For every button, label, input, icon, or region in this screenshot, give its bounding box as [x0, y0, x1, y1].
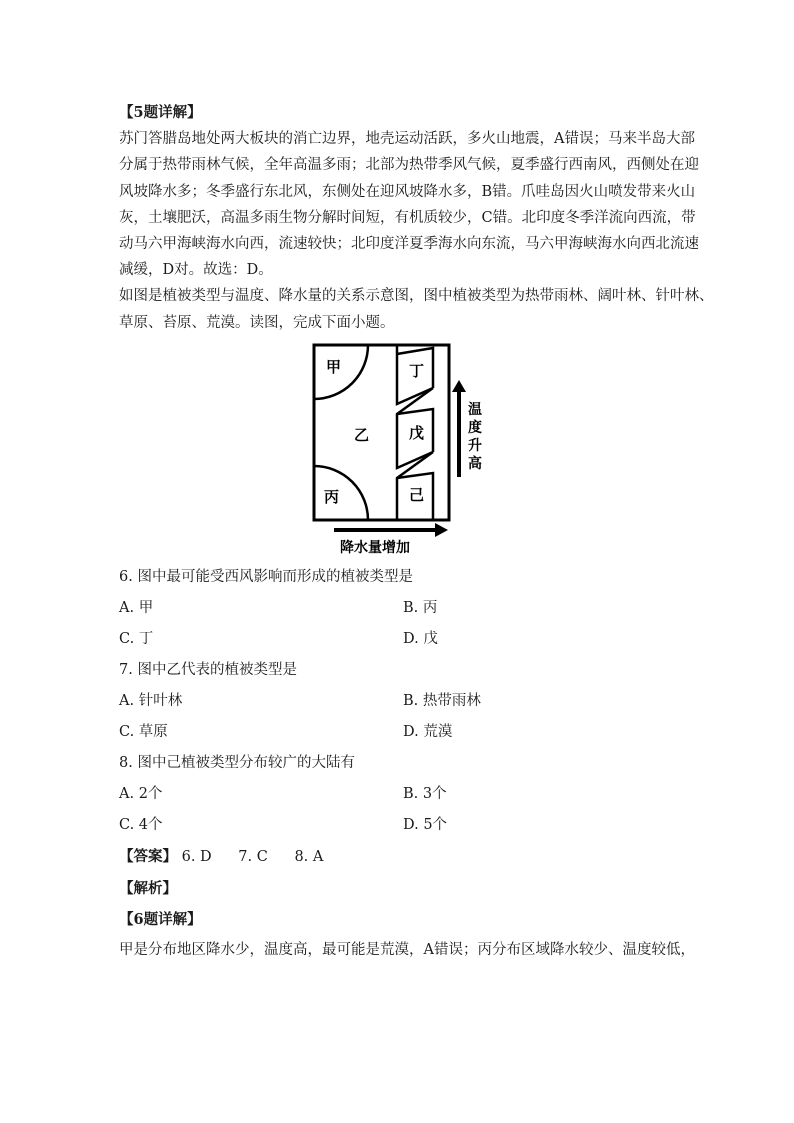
section5-line-5: 动马六甲海峡海水向西，流速较快；北印度洋夏季海水向东流，马六甲海峡海水向西北流速 — [119, 236, 699, 253]
document-page — [119, 100, 714, 966]
answer-line — [119, 841, 679, 873]
question-8-options-row-1 — [119, 779, 679, 810]
section5-line-4: 灰，土壤肥沃，高温多雨生物分解时间短，有机质较少，C错。北印度冬季洋流向西流，带 — [119, 209, 696, 226]
question-7-options-row-1 — [119, 686, 679, 717]
precip-arrow-head — [435, 523, 448, 537]
label-ji: 己 — [409, 485, 425, 504]
section5-line-3: 风坡降水多；冬季盛行东北风，东侧处在迎风坡降水多，B错。爪哇岛因火山喷发带来火山 — [119, 183, 696, 200]
section5-line-6: 减缓，D对。故选：D。 — [119, 262, 273, 279]
q6-option-c[interactable]: C. 丁 — [119, 630, 154, 647]
q8-option-b[interactable]: B. 3个 — [403, 785, 447, 802]
question-7-stem: 7. 图中乙代表的植被类型是 — [119, 661, 297, 678]
vegetation-diagram — [119, 342, 679, 560]
question-6-options-row-1 — [119, 593, 679, 624]
q7-option-a[interactable]: A. 针叶林 — [119, 692, 183, 709]
analysis-sub-heading: 【6题详解】 — [119, 910, 202, 928]
label-jia: 甲 — [326, 357, 342, 376]
region-bing-boundary — [314, 466, 368, 520]
answer-label: 【答案】 — [119, 847, 177, 865]
answer-7: 7. C — [238, 848, 268, 865]
precip-label: 降水量增加 — [340, 539, 410, 556]
q6-option-a[interactable]: A. 甲 — [119, 599, 154, 616]
question-7-options-row-2 — [119, 717, 679, 748]
q8-option-d[interactable]: D. 5个 — [403, 816, 448, 833]
answer-8: 8. A — [294, 848, 324, 865]
q7-option-c[interactable]: C. 草原 — [119, 723, 168, 740]
answer-6: 6. D — [181, 848, 212, 865]
label-ding: 丁 — [409, 361, 425, 380]
intro-line-1: 如图是植被类型与温度、降水量的关系示意图，图中植被类型为热带雨林、阔叶林、针叶林、 — [119, 288, 714, 305]
label-wu: 戊 — [409, 423, 425, 442]
section5-line-2: 分属于热带雨林气候，全年高温多雨；北部为热带季风气候，夏季盛行西南风，西侧处在迎 — [119, 157, 699, 174]
section5-line-1: 苏门答腊岛地处两大板块的消亡边界，地壳运动活跃，多火山地震，A错误；马来半岛大部 — [119, 131, 695, 148]
q7-option-b[interactable]: B. 热带雨林 — [403, 692, 481, 709]
temp-label-2: 度 — [468, 419, 482, 436]
q8-option-a[interactable]: A. 2个 — [119, 785, 163, 802]
temp-label-4: 高 — [468, 455, 482, 472]
q8-option-c[interactable]: C. 4个 — [119, 816, 163, 833]
q6-option-d[interactable]: D. 戊 — [403, 630, 438, 647]
analysis-line-1: 甲是分布地区降水少，温度高，最可能是荒漠，A错误；丙分布区域降水较少、温度较低， — [119, 941, 695, 958]
temperature-arrow-head — [452, 380, 466, 392]
q7-option-d[interactable]: D. 荒漠 — [403, 723, 453, 740]
label-yi: 乙 — [354, 425, 370, 444]
question-6-options-row-2 — [119, 624, 679, 655]
q6-option-b[interactable]: B. 丙 — [403, 599, 438, 616]
question-8-stem: 8. 图中己植被类型分布较广的大陆有 — [119, 754, 355, 771]
section5-heading: 【5题详解】 — [119, 104, 202, 121]
label-bing: 丙 — [324, 487, 340, 506]
intro-line-2: 草原、苔原、荒漠。读图，完成下面小题。 — [119, 314, 395, 331]
temp-label-3: 升 — [468, 437, 482, 454]
question-8-options-row-2 — [119, 810, 679, 841]
temp-label-1: 温 — [468, 401, 482, 418]
question-6-stem: 6. 图中最可能受西风影响而形成的植被类型是 — [119, 568, 413, 585]
analysis-heading: 【解析】 — [119, 879, 177, 897]
